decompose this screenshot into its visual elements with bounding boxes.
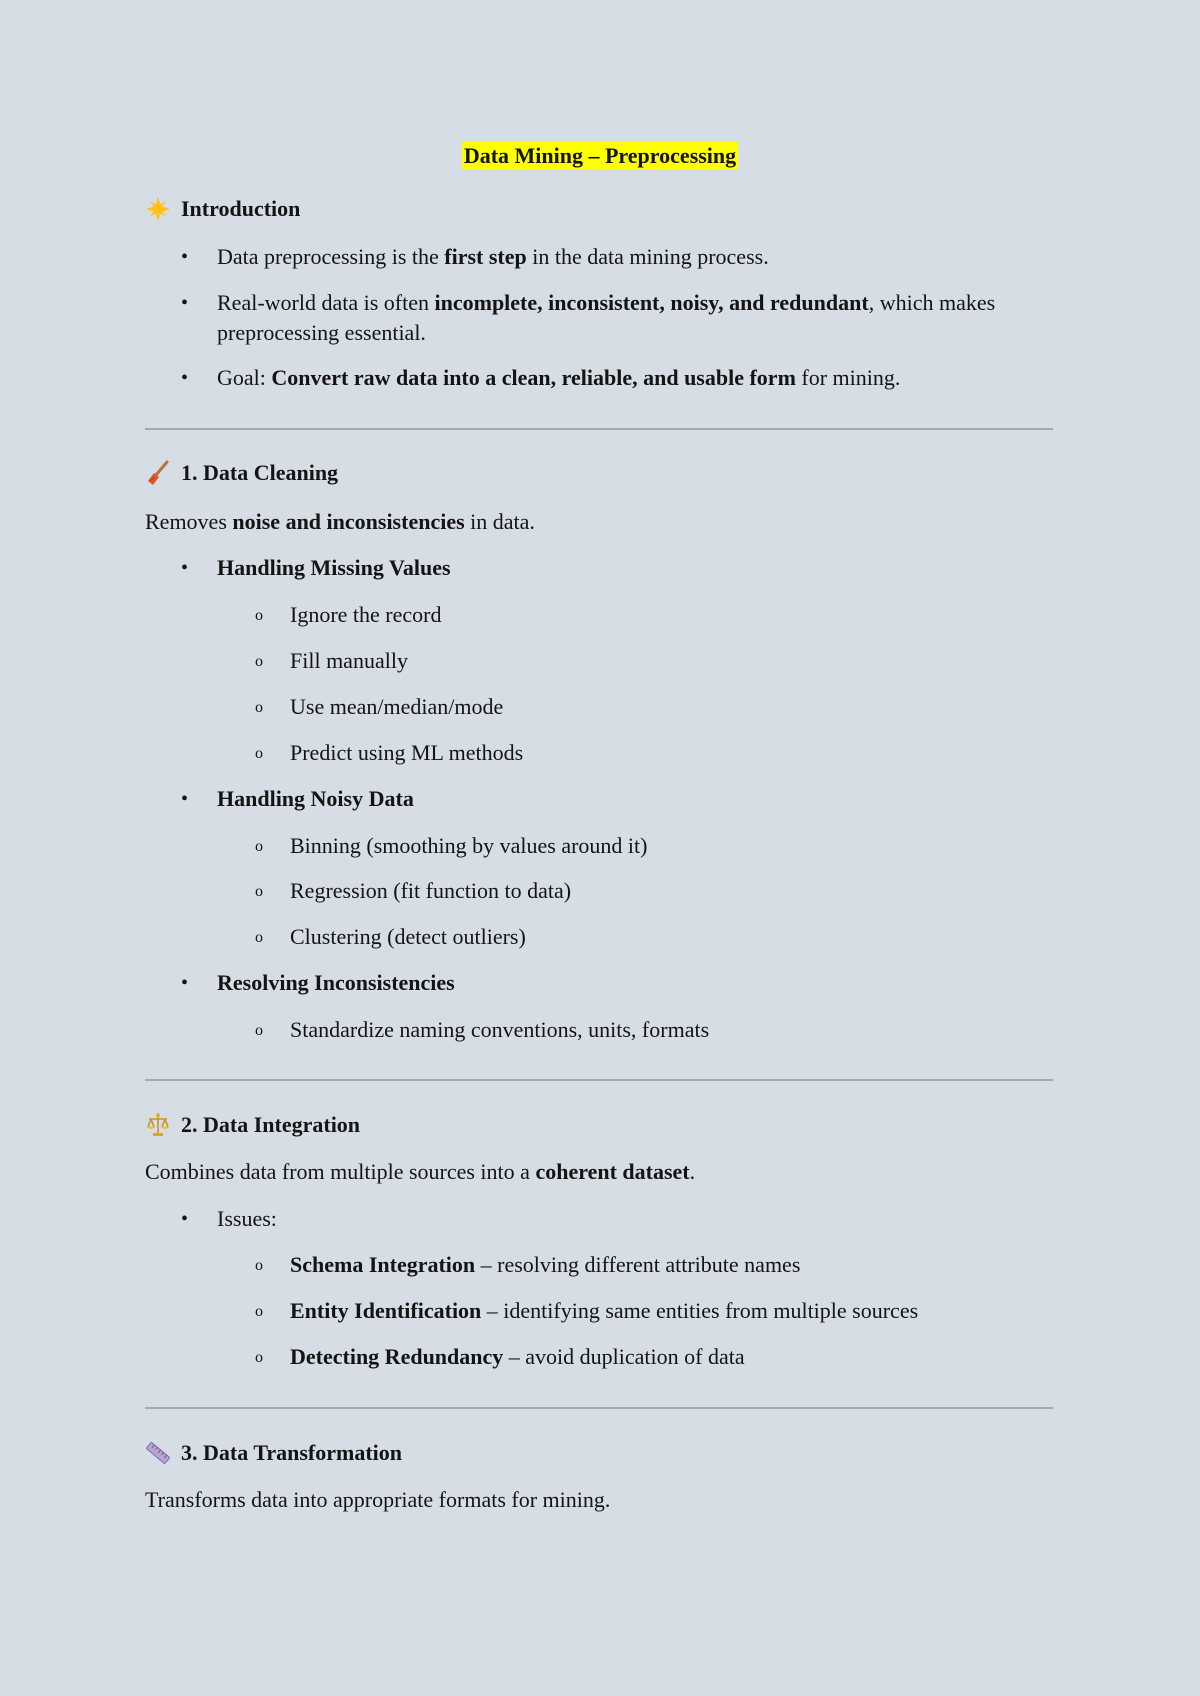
- list-item: o Ignore the record: [290, 602, 441, 628]
- cleaning-noisy: [217, 784, 1057, 814]
- transformation-desc: Transforms data into appropriate formats for mining.: [145, 1487, 611, 1512]
- list-item: [290, 1344, 745, 1370]
- section-divider: [145, 1079, 1053, 1081]
- sun-icon: [145, 196, 171, 222]
- cleaning-desc-pre: Removes: [145, 509, 233, 534]
- title-wrap: [0, 143, 1200, 169]
- intro-bullet-1: [217, 242, 1057, 272]
- section-divider: [145, 1407, 1053, 1409]
- issue-text: – avoid duplication of data: [503, 1344, 745, 1369]
- scale-icon: [145, 1112, 171, 1138]
- intro-b3-bold: Convert raw data into a clean, reliable, and usable form: [271, 365, 796, 390]
- integration-desc-bold: coherent dataset: [535, 1159, 690, 1184]
- cleaning-noisy-label: Handling Noisy Data: [217, 786, 414, 811]
- document-title: Data Mining – Preprocessing: [463, 143, 737, 168]
- cleaning-desc-bold: noise and inconsistencies: [232, 509, 465, 534]
- integration-desc-pre: Combines data from multiple sources into a: [145, 1159, 536, 1184]
- integration-heading: [145, 1112, 360, 1138]
- list-item: [290, 1298, 918, 1324]
- list-item: o Binning (smoothing by values around it): [290, 833, 647, 859]
- intro-heading: [145, 196, 300, 222]
- issue-text: – identifying same entities from multiple sources: [481, 1298, 919, 1323]
- intro-b2-bold: incomplete, inconsistent, noisy, and redundant: [434, 290, 869, 315]
- list-item: [290, 1252, 800, 1278]
- section-divider: [145, 428, 1053, 430]
- cleaning-missing: [217, 553, 1057, 583]
- issue-text: – resolving different attribute names: [475, 1252, 801, 1277]
- intro-b3-pre: Goal:: [217, 365, 272, 390]
- cleaning-heading-text: 1. Data Cleaning: [181, 460, 339, 485]
- list-item: o Predict using ML methods: [290, 740, 523, 766]
- integration-desc: [145, 1159, 695, 1185]
- transformation-heading-text: 3. Data Transformation: [181, 1440, 403, 1465]
- list-item: o Use mean/median/mode: [290, 694, 503, 720]
- intro-b1-bold: first step: [444, 244, 527, 269]
- cleaning-heading: [145, 460, 338, 486]
- cleaning-desc: [145, 509, 535, 535]
- issue-bold: Entity Identification: [290, 1298, 482, 1323]
- integration-heading-text: 2. Data Integration: [181, 1112, 361, 1137]
- intro-b1-post: in the data mining process.: [526, 244, 769, 269]
- intro-b2-pre: Real-world data is often: [217, 290, 435, 315]
- intro-b3-post: for mining.: [795, 365, 901, 390]
- integration-issues: • Issues:: [217, 1204, 1057, 1234]
- list-item: o Fill manually: [290, 648, 408, 674]
- ruler-icon: [145, 1440, 171, 1466]
- intro-bullet-2: [217, 288, 1057, 348]
- list-item: o Standardize naming conventions, units, formats: [290, 1017, 709, 1043]
- intro-bullet-3: [217, 363, 1057, 393]
- cleaning-incons-label: Resolving Inconsistencies: [217, 970, 455, 995]
- intro-b1-pre: Data preprocessing is the: [217, 244, 445, 269]
- cleaning-missing-label: Handling Missing Values: [217, 555, 451, 580]
- broom-icon: [145, 460, 171, 486]
- issue-bold: Schema Integration: [290, 1252, 476, 1277]
- list-item: o Regression (fit function to data): [290, 878, 571, 904]
- cleaning-incons: [217, 968, 1057, 998]
- cleaning-desc-post: in data.: [464, 509, 535, 534]
- issue-bold: Detecting Redundancy: [290, 1344, 504, 1369]
- intro-b2-post: , which makes preprocessing essential.: [217, 290, 996, 345]
- list-item: o Clustering (detect outliers): [290, 924, 526, 950]
- intro-heading-text: Introduction: [181, 196, 301, 221]
- transformation-heading: [145, 1440, 402, 1466]
- integration-desc-post: .: [689, 1159, 696, 1184]
